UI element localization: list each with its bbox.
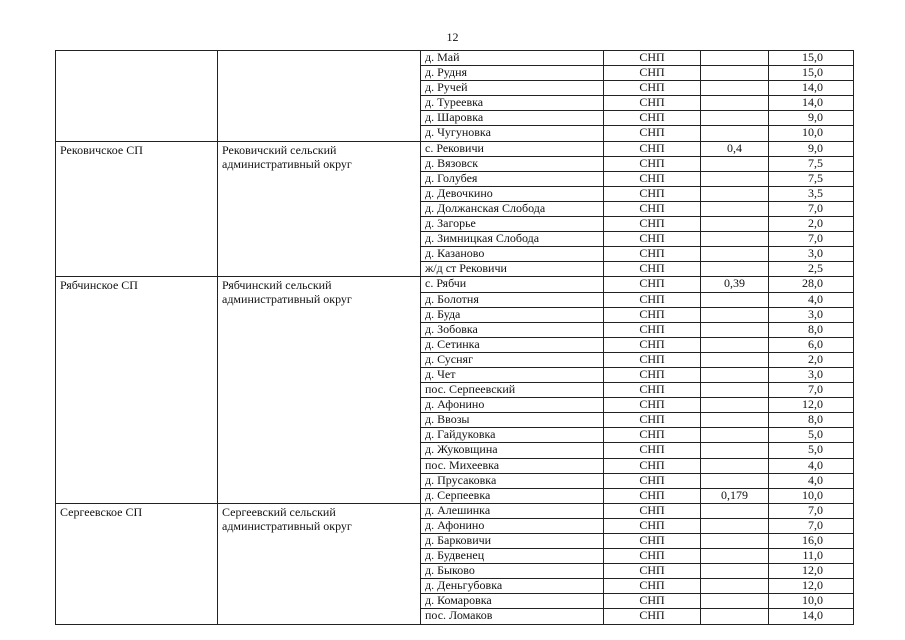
table-row [56,141,854,156]
value-cell: 10,0 [769,488,854,503]
locality-name-cell: д. Май [421,51,604,66]
value-cell: 7,0 [769,201,854,216]
area-value-cell [701,579,769,594]
value-cell: 2,0 [769,352,854,367]
area-value-cell [701,428,769,443]
area-value-cell [701,518,769,533]
locality-name-cell: д. Вязовск [421,156,604,171]
locality-name-cell: д. Комаровка [421,594,604,609]
locality-type-cell: СНП [604,337,701,352]
locality-name-cell: д. Загорье [421,217,604,232]
locality-type-cell: СНП [604,201,701,216]
district-cell: Сергеевский сельский административный округ [218,503,421,624]
locality-type-cell: СНП [604,488,701,503]
area-value-cell: 0,179 [701,488,769,503]
locality-type-cell: СНП [604,217,701,232]
table-body [56,51,854,625]
locality-type-cell: СНП [604,81,701,96]
value-cell: 7,0 [769,383,854,398]
area-value-cell [701,201,769,216]
value-cell: 12,0 [769,579,854,594]
value-cell: 7,0 [769,232,854,247]
value-cell: 3,0 [769,307,854,322]
area-value-cell [701,352,769,367]
district-cell: Рековичский сельский административный округ [218,141,421,277]
locality-type-cell: СНП [604,413,701,428]
settlements-table [55,50,854,625]
area-value-cell [701,503,769,518]
locality-name-cell: д. Ввозы [421,413,604,428]
area-value-cell [701,247,769,262]
locality-name-cell: д. Быково [421,564,604,579]
area-value-cell [701,51,769,66]
area-value-cell [701,413,769,428]
area-value-cell [701,609,769,624]
value-cell: 14,0 [769,96,854,111]
area-value-cell [701,96,769,111]
locality-type-cell: СНП [604,352,701,367]
locality-name-cell: д. Голубея [421,171,604,186]
locality-type-cell: СНП [604,534,701,549]
area-value-cell [701,232,769,247]
locality-type-cell: СНП [604,156,701,171]
value-cell: 7,5 [769,156,854,171]
area-value-cell [701,594,769,609]
value-cell: 3,0 [769,367,854,382]
locality-type-cell: СНП [604,398,701,413]
locality-name-cell: д. Деньгубовка [421,579,604,594]
table-row [56,51,854,66]
area-value-cell [701,307,769,322]
locality-type-cell: СНП [604,579,701,594]
value-cell: 14,0 [769,81,854,96]
locality-name-cell: д. Афонино [421,398,604,413]
locality-name-cell: д. Серпеевка [421,488,604,503]
locality-name-cell: д. Жуковщина [421,443,604,458]
area-value-cell [701,534,769,549]
area-value-cell [701,367,769,382]
settlement-unit-cell: Рековичское СП [56,141,218,277]
locality-type-cell: СНП [604,96,701,111]
locality-type-cell: СНП [604,503,701,518]
locality-type-cell: СНП [604,594,701,609]
area-value-cell [701,126,769,141]
locality-name-cell: д. Сетинка [421,337,604,352]
locality-type-cell: СНП [604,232,701,247]
locality-type-cell: СНП [604,609,701,624]
locality-name-cell: д. Гайдуковка [421,428,604,443]
value-cell: 2,5 [769,262,854,277]
value-cell: 2,0 [769,217,854,232]
value-cell: 11,0 [769,549,854,564]
locality-name-cell: ж/д ст Рековичи [421,262,604,277]
value-cell: 10,0 [769,594,854,609]
locality-name-cell: д. Афонино [421,518,604,533]
area-value-cell [701,337,769,352]
locality-type-cell: СНП [604,126,701,141]
locality-name-cell: д. Алешинка [421,503,604,518]
locality-type-cell: СНП [604,111,701,126]
area-value-cell: 0,4 [701,141,769,156]
settlement-unit-cell: Сергеевское СП [56,503,218,624]
locality-type-cell: СНП [604,186,701,201]
area-value-cell [701,111,769,126]
locality-name-cell: д. Чугуновка [421,126,604,141]
area-value-cell [701,66,769,81]
locality-name-cell: д. Прусаковка [421,473,604,488]
area-value-cell [701,171,769,186]
area-value-cell [701,186,769,201]
locality-type-cell: СНП [604,277,701,292]
area-value-cell [701,262,769,277]
locality-type-cell: СНП [604,367,701,382]
value-cell: 8,0 [769,413,854,428]
area-value-cell [701,322,769,337]
locality-name-cell: д. Болотня [421,292,604,307]
locality-name-cell: с. Рековичи [421,141,604,156]
area-value-cell: 0,39 [701,277,769,292]
locality-name-cell: д. Ручей [421,81,604,96]
value-cell: 3,0 [769,247,854,262]
value-cell: 4,0 [769,473,854,488]
value-cell: 15,0 [769,51,854,66]
locality-type-cell: СНП [604,473,701,488]
value-cell: 8,0 [769,322,854,337]
locality-type-cell: СНП [604,141,701,156]
locality-name-cell: д. Девочкино [421,186,604,201]
area-value-cell [701,81,769,96]
area-value-cell [701,549,769,564]
district-cell [218,51,421,142]
value-cell: 12,0 [769,564,854,579]
settlement-unit-cell [56,51,218,142]
locality-name-cell: д. Сусняг [421,352,604,367]
value-cell: 28,0 [769,277,854,292]
locality-name-cell: д. Шаровка [421,111,604,126]
value-cell: 7,0 [769,503,854,518]
area-value-cell [701,217,769,232]
locality-name-cell: с. Рябчи [421,277,604,292]
locality-name-cell: д. Будвенец [421,549,604,564]
locality-name-cell: пос. Ломаков [421,609,604,624]
locality-name-cell: д. Туреевка [421,96,604,111]
value-cell: 14,0 [769,609,854,624]
settlement-unit-cell: Рябчинское СП [56,277,218,503]
table-row [56,277,854,292]
locality-name-cell: д. Буда [421,307,604,322]
value-cell: 4,0 [769,458,854,473]
locality-name-cell: д. Зобовка [421,322,604,337]
value-cell: 15,0 [769,66,854,81]
page-number: 12 [446,30,459,44]
locality-name-cell: д. Рудня [421,66,604,81]
locality-type-cell: СНП [604,292,701,307]
area-value-cell [701,458,769,473]
locality-type-cell: СНП [604,262,701,277]
area-value-cell [701,292,769,307]
locality-type-cell: СНП [604,171,701,186]
locality-name-cell: пос. Серпеевский [421,383,604,398]
locality-type-cell: СНП [604,428,701,443]
table-row [56,503,854,518]
locality-name-cell: д. Казаново [421,247,604,262]
area-value-cell [701,398,769,413]
value-cell: 9,0 [769,111,854,126]
locality-type-cell: СНП [604,443,701,458]
area-value-cell [701,156,769,171]
value-cell: 4,0 [769,292,854,307]
value-cell: 5,0 [769,428,854,443]
value-cell: 16,0 [769,534,854,549]
area-value-cell [701,473,769,488]
locality-name-cell: д. Барковичи [421,534,604,549]
district-cell: Рябчинский сельский административный округ [218,277,421,503]
value-cell: 7,5 [769,171,854,186]
locality-type-cell: СНП [604,247,701,262]
area-value-cell [701,383,769,398]
value-cell: 12,0 [769,398,854,413]
locality-name-cell: д. Должанская Слобода [421,201,604,216]
value-cell: 9,0 [769,141,854,156]
locality-name-cell: пос. Михеевка [421,458,604,473]
locality-name-cell: д. Зимницкая Слобода [421,232,604,247]
locality-type-cell: СНП [604,458,701,473]
locality-type-cell: СНП [604,66,701,81]
value-cell: 3,5 [769,186,854,201]
value-cell: 6,0 [769,337,854,352]
locality-type-cell: СНП [604,322,701,337]
area-value-cell [701,443,769,458]
locality-type-cell: СНП [604,383,701,398]
locality-type-cell: СНП [604,549,701,564]
area-value-cell [701,564,769,579]
locality-type-cell: СНП [604,51,701,66]
value-cell: 5,0 [769,443,854,458]
value-cell: 10,0 [769,126,854,141]
locality-type-cell: СНП [604,307,701,322]
value-cell: 7,0 [769,518,854,533]
locality-type-cell: СНП [604,564,701,579]
locality-type-cell: СНП [604,518,701,533]
locality-name-cell: д. Чет [421,367,604,382]
